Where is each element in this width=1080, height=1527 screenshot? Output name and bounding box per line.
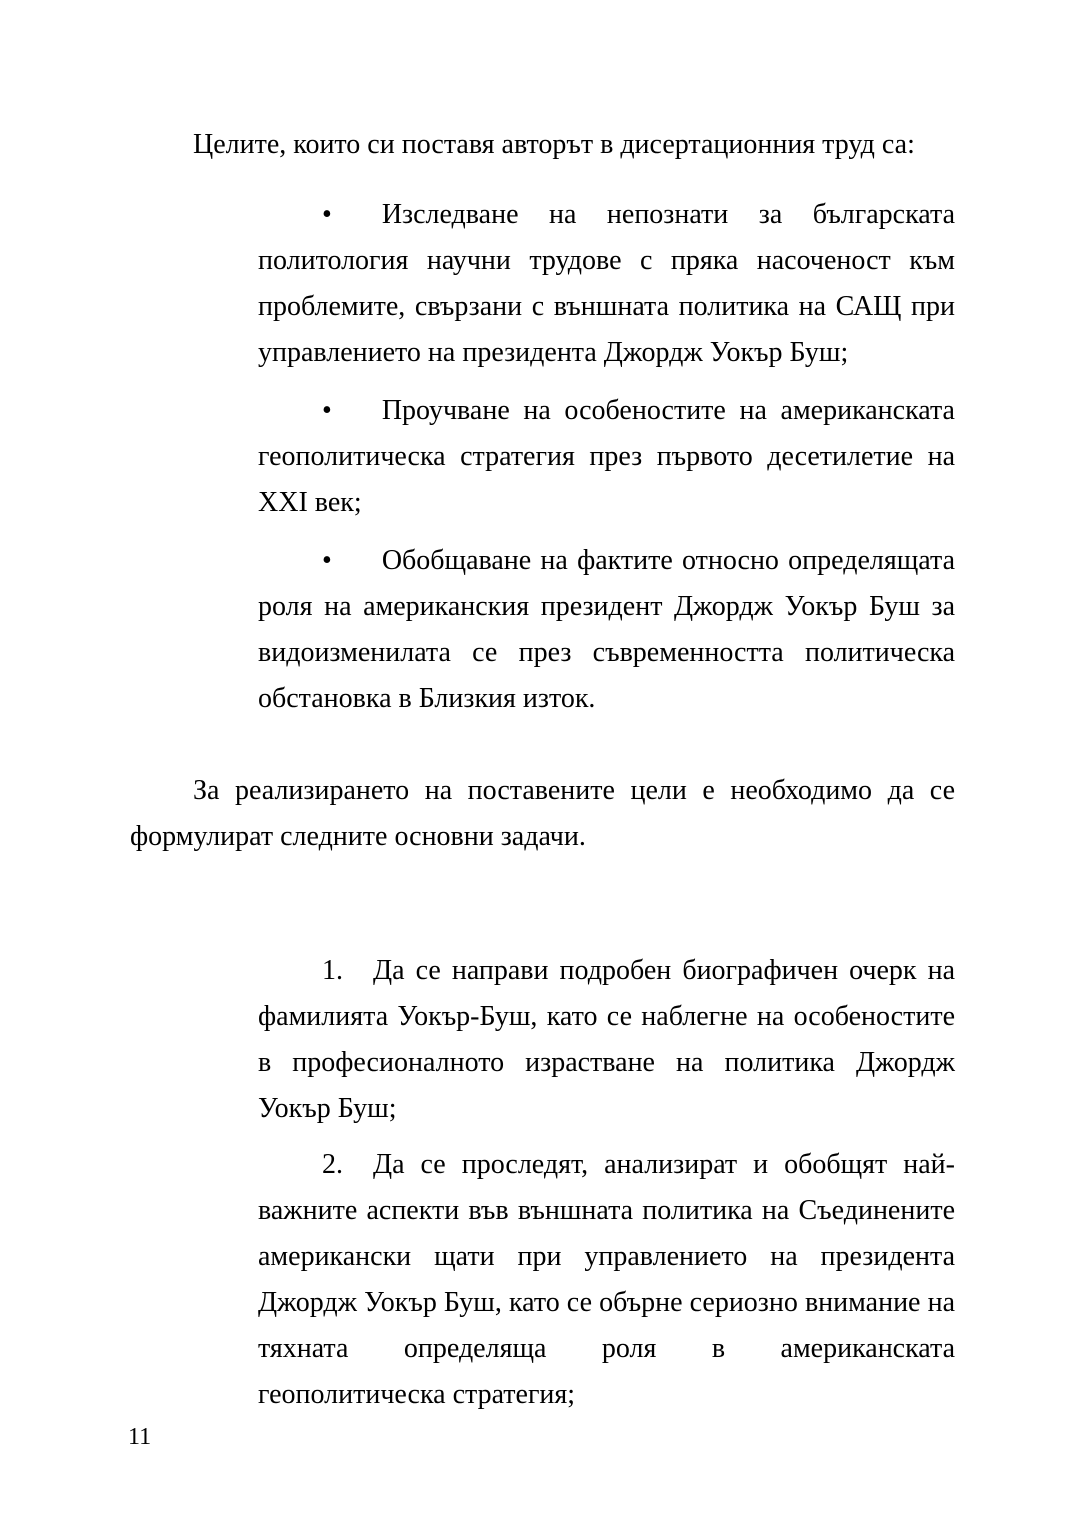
numbered-item [258,1142,955,1418]
item-number: 2. [322,1149,343,1180]
page-number: 11 [128,1424,152,1450]
bullet-item-text: Изследване на непознати за българската политология научни трудове с пряка насоченост към проблемите, свързани с външната политика на САЩ при управлението на президента Джордж Уокър Буш; [258,199,955,368]
bullet-item [258,538,955,722]
bullet-item [258,192,955,376]
goals-bullet-list [130,192,955,722]
bullet-icon: • [322,199,332,230]
tasks-intro-paragraph: За реализирането на поставените цели е необходимо да се формулират следните основни задачи. [130,775,955,852]
bullet-item-text: Проучване на особеностите на американската геополитическа стратегия през първото десетилетие на XXI век; [258,395,955,518]
bullet-item [258,388,955,526]
numbered-item-text: Да се направи подробен биографичен очерк на фамилията Уокър-Буш, като се наблегне на особеностите в професионалното израстване на политика Джордж Уокър Буш; [258,955,955,1124]
numbered-item [258,948,955,1132]
tasks-numbered-list [130,948,955,1418]
bullet-item-text: Обобщаване на фактите относно определящата роля на американския президент Джордж Уокър Буш за видоизменилата се през съвременността политическа обстановка в Близкия изток. [258,545,955,714]
numbered-item-text: Да се проследят, анализират и обобщят най-важните аспекти във външната политика на Съединените американски щати при управлението на президента Джордж Уокър Буш, като се обърне сериозно внимание на тяхната определяща роля в американската геополитическа стратегия; [258,1149,955,1410]
item-number: 1. [322,955,343,986]
intro-paragraph: Целите, които си поставя авторът в дисертационния труд са: [193,129,915,160]
bullet-icon: • [322,395,332,426]
bullet-icon: • [322,545,332,576]
